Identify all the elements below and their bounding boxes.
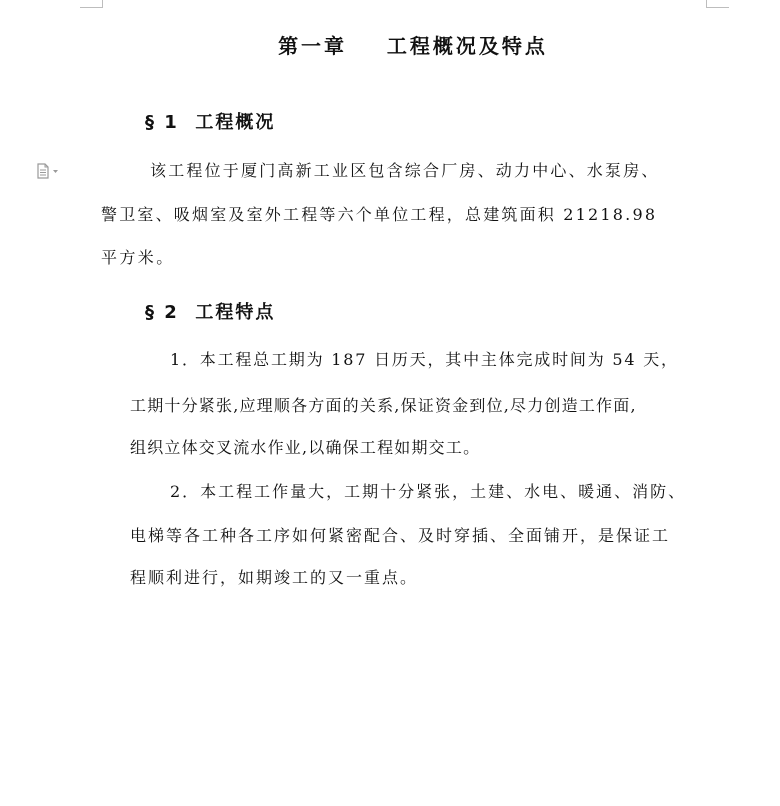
paragraph-line: 1．本工程总工期为 187 日历天，其中主体完成时间为 54 天，	[170, 350, 679, 369]
document-dropdown-icon[interactable]	[36, 163, 62, 179]
chapter-title: 第一章 工程概况及特点	[278, 34, 548, 58]
page-corner-mark-left	[80, 0, 103, 8]
page-corner-mark-right	[706, 0, 729, 8]
paragraph-line: 组织立体交叉流水作业,以确保工程如期交工。	[130, 438, 481, 457]
section-heading-features: § 2 工程特点	[145, 302, 276, 323]
section-heading-overview: § 1 工程概况	[145, 112, 276, 133]
paragraph-line: 该工程位于厦门高新工业区包含综合厂房、动力中心、水泵房、	[150, 161, 660, 180]
paragraph-line: 2．本工程工作量大，工期十分紧张，土建、水电、暖通、消防、	[170, 482, 687, 501]
paragraph-line: 警卫室、吸烟室及室外工程等六个单位工程，总建筑面积 21218.98	[101, 205, 658, 224]
paragraph-line: 电梯等各工种各工序如何紧密配合、及时穿插、全面铺开，是保证工	[130, 526, 671, 545]
paragraph-line: 程顺利进行，如期竣工的又一重点。	[130, 568, 419, 587]
paragraph-line: 平方米。	[101, 248, 175, 267]
paragraph-line: 工期十分紧张,应理顺各方面的关系,保证资金到位,尽力创造工作面,	[130, 396, 637, 415]
